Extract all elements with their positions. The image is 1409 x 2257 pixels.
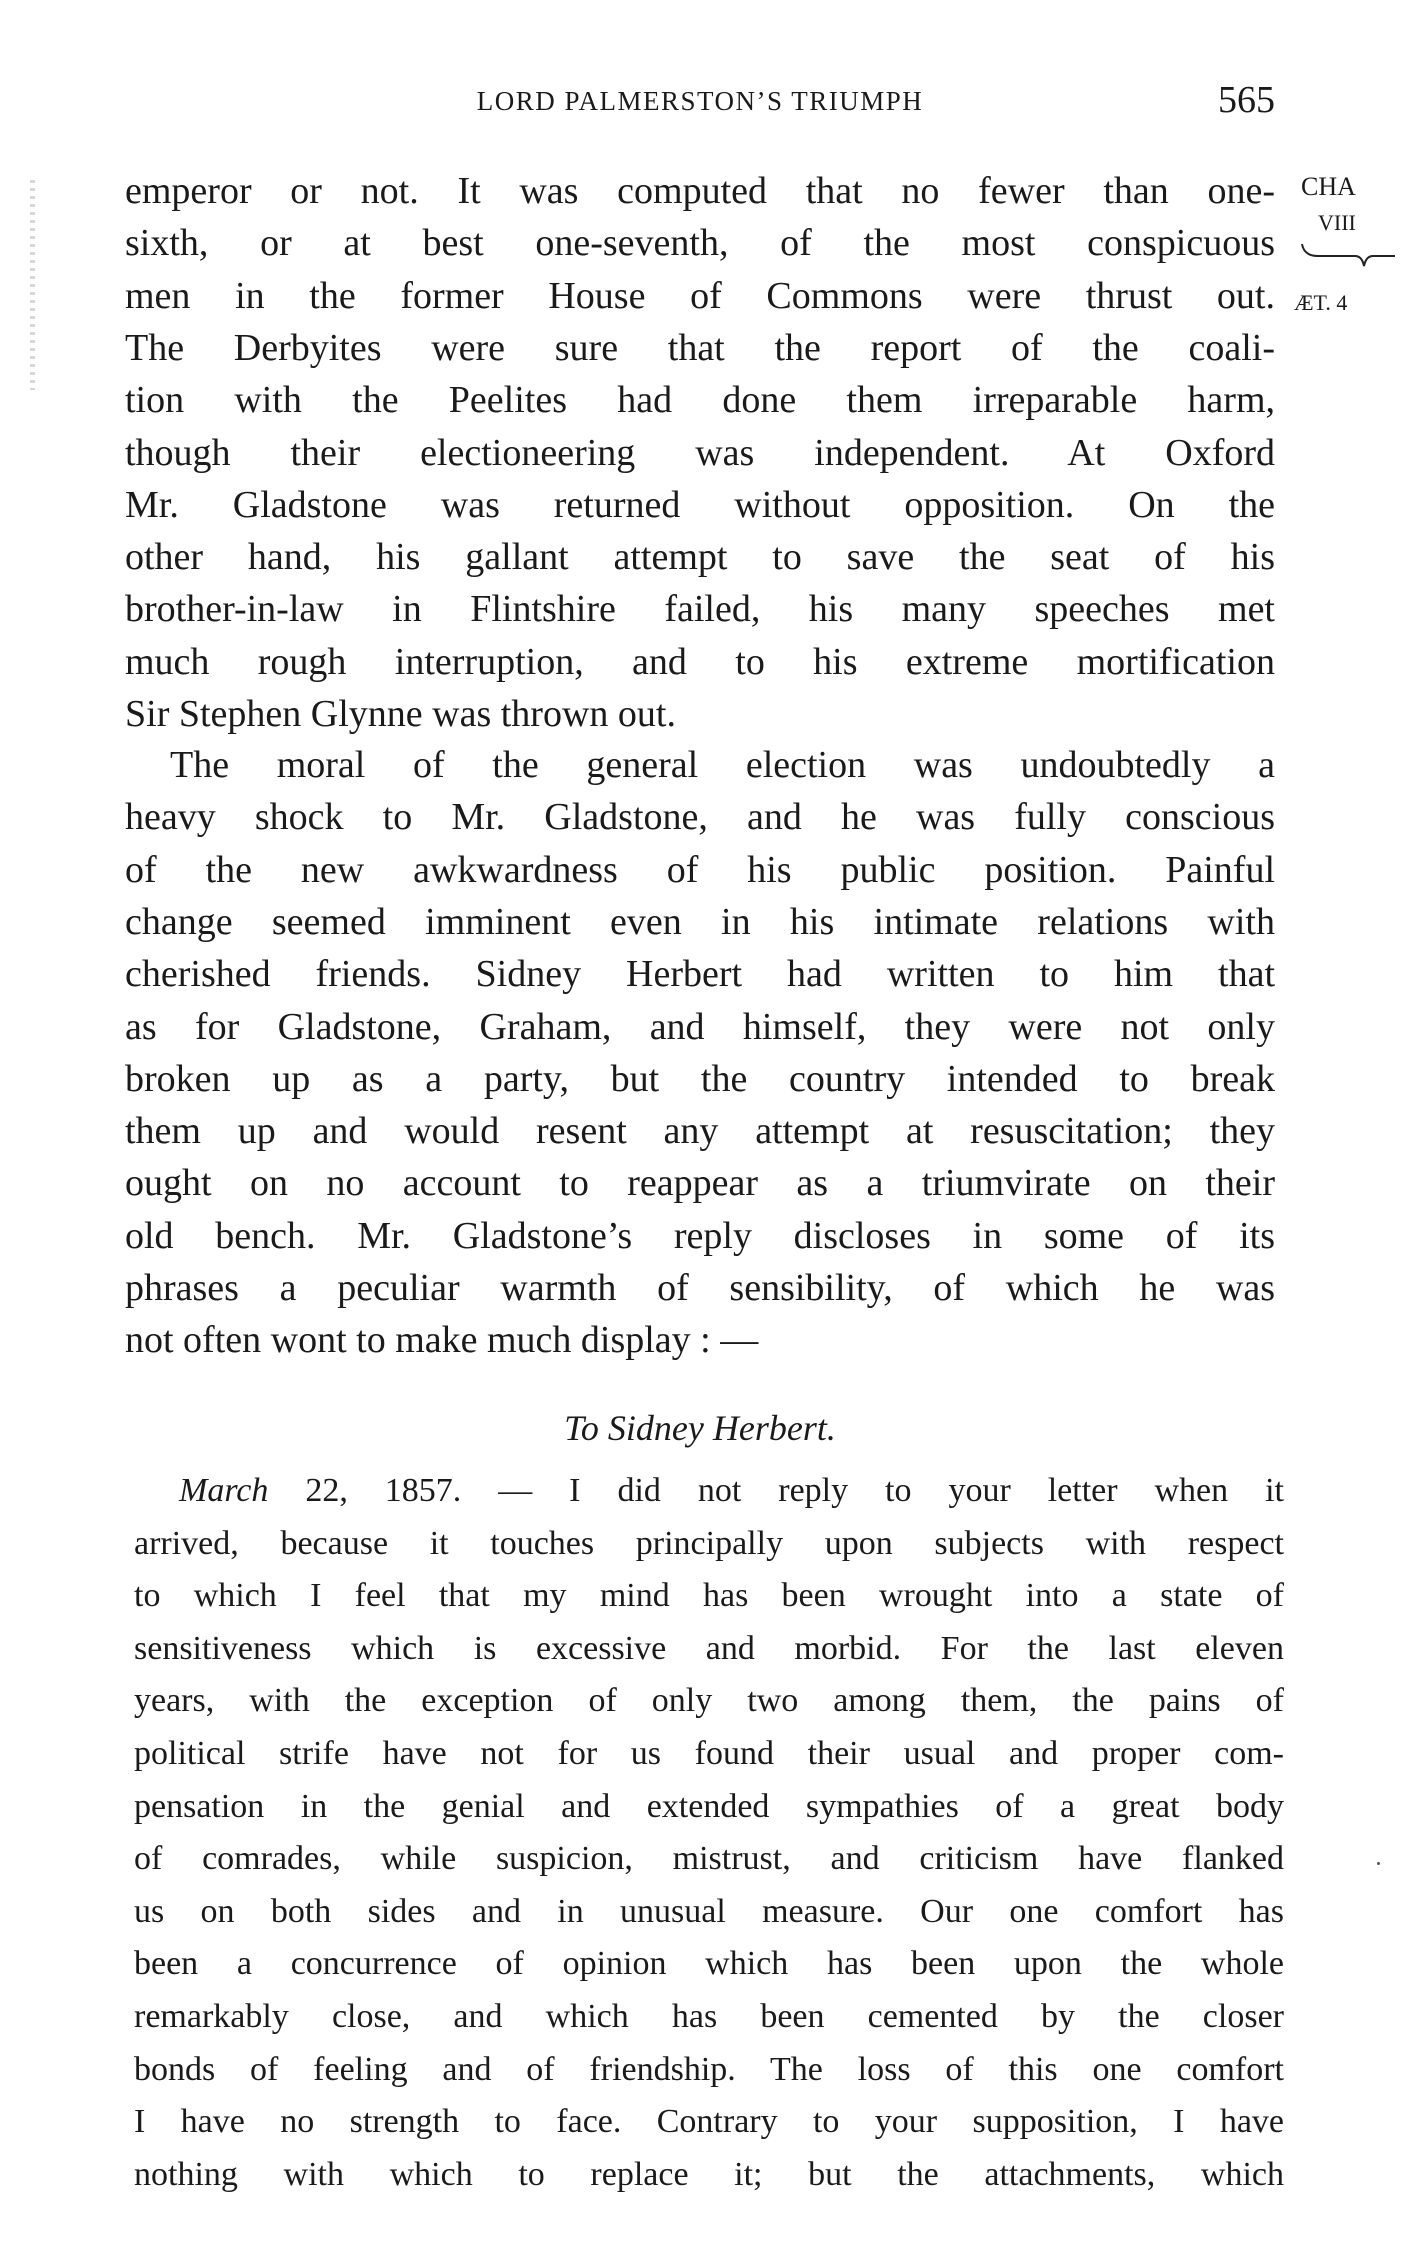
text-line: though their electioneering was independent. At Oxford xyxy=(125,431,1275,474)
page-edge-shadow xyxy=(30,180,35,390)
text-line: tion with the Peelites had done them irreparable harm, xyxy=(125,379,1275,422)
text-line: been a concurrence of opinion which has been upon the whole xyxy=(134,1945,1284,1983)
text-line: sensitiveness which is excessive and morbid. For the last eleven xyxy=(134,1629,1284,1667)
running-title: LORD PALMERSTON’S TRIUMPH xyxy=(476,86,924,116)
text-line: as for Gladstone, Graham, and himself, they were not only xyxy=(125,1005,1275,1048)
text-line: of comrades, while suspicion, mistrust, and criticism have flanked xyxy=(134,1840,1284,1878)
text-line: us on both sides and in unusual measure. Our one comfort has xyxy=(134,1892,1284,1930)
text-line: remarkably close, and which has been cemented by the closer xyxy=(134,1997,1284,2035)
text-line: The moral of the general election was undoubtedly a xyxy=(170,744,1275,786)
text-line: men in the former House of Commons were thrust out. xyxy=(125,274,1275,317)
text-line: change seemed imminent even in his intimate relations with xyxy=(125,900,1275,943)
text-line: nothing with which to replace it; but the attachments, which xyxy=(134,2155,1284,2193)
text-line: pensation in the genial and extended sympathies of a great body xyxy=(134,1787,1284,1825)
text-line: not often wont to make much display : — xyxy=(125,1319,759,1362)
text-line: The Derbyites were sure that the report of the coali- xyxy=(125,326,1275,369)
text-line: political strife have not for us found their usual and proper com- xyxy=(134,1734,1284,1772)
text-line: heavy shock to Mr. Gladstone, and he was fully conscious xyxy=(125,796,1275,839)
text-line: to which I feel that my mind has been wrought into a state of xyxy=(134,1577,1284,1615)
text-line: of the new awkwardness of his public position. Painful xyxy=(125,848,1275,891)
text-line: I have no strength to face. Contrary to your supposition, I have xyxy=(134,2103,1284,2141)
letter-title: To Sidney Herbert. xyxy=(564,1408,836,1448)
text-line: Mr. Gladstone was returned without opposition. On the xyxy=(125,483,1275,526)
margin-age-label: ÆT. 4 xyxy=(1294,290,1348,315)
text-line: phrases a peculiar warmth of sensibility, of which he was xyxy=(125,1267,1275,1309)
text-line: bonds of feeling and of friendship. The loss of this one comfort xyxy=(134,2050,1284,2088)
text-line: brother-in-law in Flintshire failed, his many speeches met xyxy=(125,588,1275,631)
text-line: sixth, or at best one-seventh, of the most conspicuous xyxy=(125,222,1275,265)
letter-first-line-text: 22, 1857. — I did not reply to your letter when it xyxy=(305,1472,1284,1509)
text-line: emperor or not. It was computed that no fewer than one- xyxy=(125,170,1275,212)
page-number: 565 xyxy=(1218,79,1275,121)
text-line: years, with the exception of only two among them, the pains of xyxy=(134,1682,1284,1720)
text-line: other hand, his gallant attempt to save the seat of his xyxy=(125,536,1275,579)
text-line: cherished friends. Sidney Herbert had written to him that xyxy=(125,953,1275,996)
text-line: ought on no account to reappear as a triumvirate on their xyxy=(125,1162,1275,1205)
letter-date-month: March xyxy=(179,1472,269,1509)
margin-chapter-label: CHA xyxy=(1301,172,1356,201)
text-line: them up and would resent any attempt at resuscitation; they xyxy=(125,1110,1275,1153)
margin-dot xyxy=(1377,1862,1380,1865)
brace-mark xyxy=(1300,242,1395,272)
text-line: Sir Stephen Glynne was thrown out. xyxy=(125,693,676,735)
text-line: arrived, because it touches principally upon subjects with respect xyxy=(134,1524,1284,1562)
text-line: much rough interruption, and to his extreme mortification xyxy=(125,640,1275,683)
page-header xyxy=(125,78,1275,122)
text-line: old bench. Mr. Gladstone’s reply discloses in some of its xyxy=(125,1214,1275,1257)
letter-first-line xyxy=(134,1465,1284,1517)
text-line: broken up as a party, but the country intended to break xyxy=(125,1057,1275,1100)
margin-chapter-number: VIII xyxy=(1318,210,1356,235)
